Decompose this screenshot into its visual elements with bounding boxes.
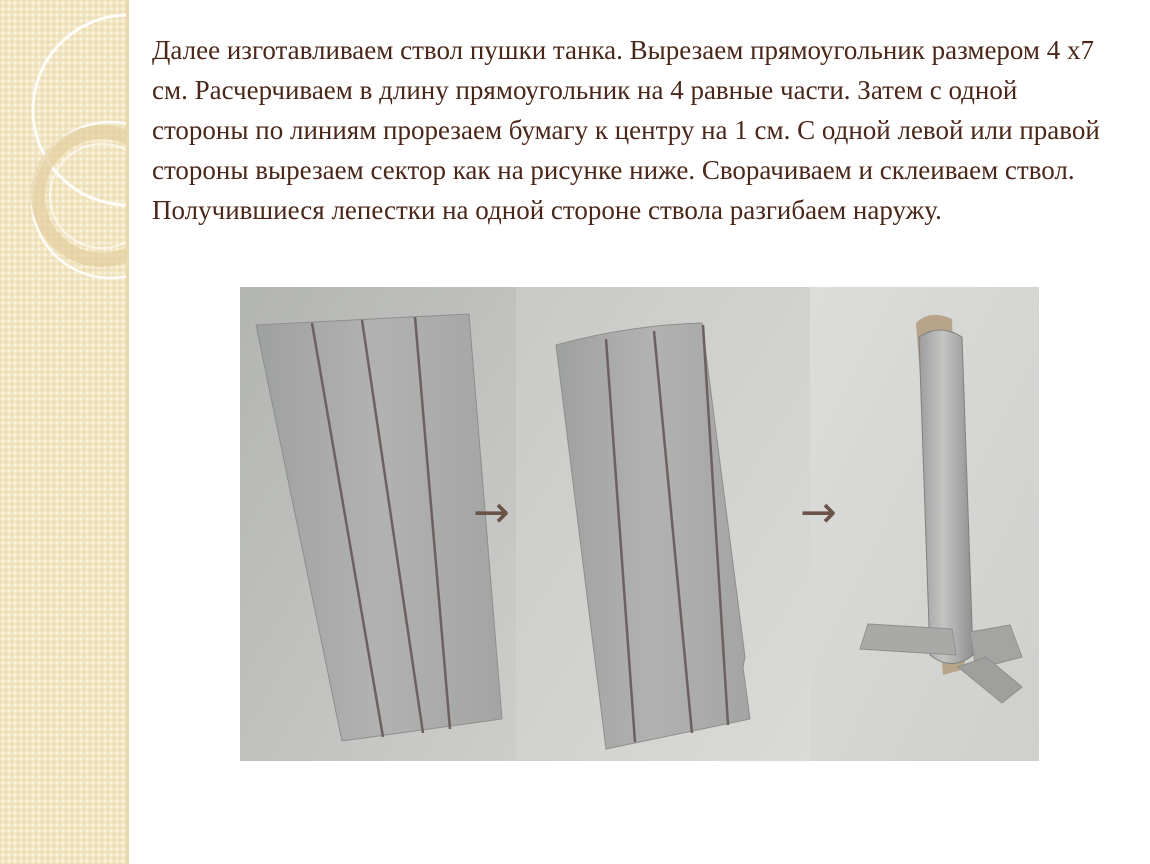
slide-body-text: Далее изготавливаем ствол пушки танка. Вырезаем прямоугольник размером 4 х7 см. Расчерчиваем в длину прямоугольник на 4 равные части. Затем с одной стороны по линиям прорезаем бумагу к центру на 1 см. С одной левой или правой стороны вырезаем сектор как на рисунке ниже. Сворачиваем и склеиваем ствол. Получившиеся лепестки на одной стороне ствола разгибаем наружу. bbox=[152, 35, 1100, 225]
decorative-rings bbox=[0, 0, 126, 864]
arrow-right-icon: → bbox=[800, 487, 837, 538]
sidebar-edge-line bbox=[126, 0, 129, 864]
instruction-photo-strip bbox=[240, 287, 1039, 761]
instruction-photos bbox=[240, 287, 1039, 761]
arrow-right-icon: → bbox=[473, 487, 510, 538]
photo-step-2 bbox=[473, 287, 810, 761]
photo-step-3 bbox=[800, 287, 1039, 761]
decorative-sidebar bbox=[0, 0, 126, 864]
